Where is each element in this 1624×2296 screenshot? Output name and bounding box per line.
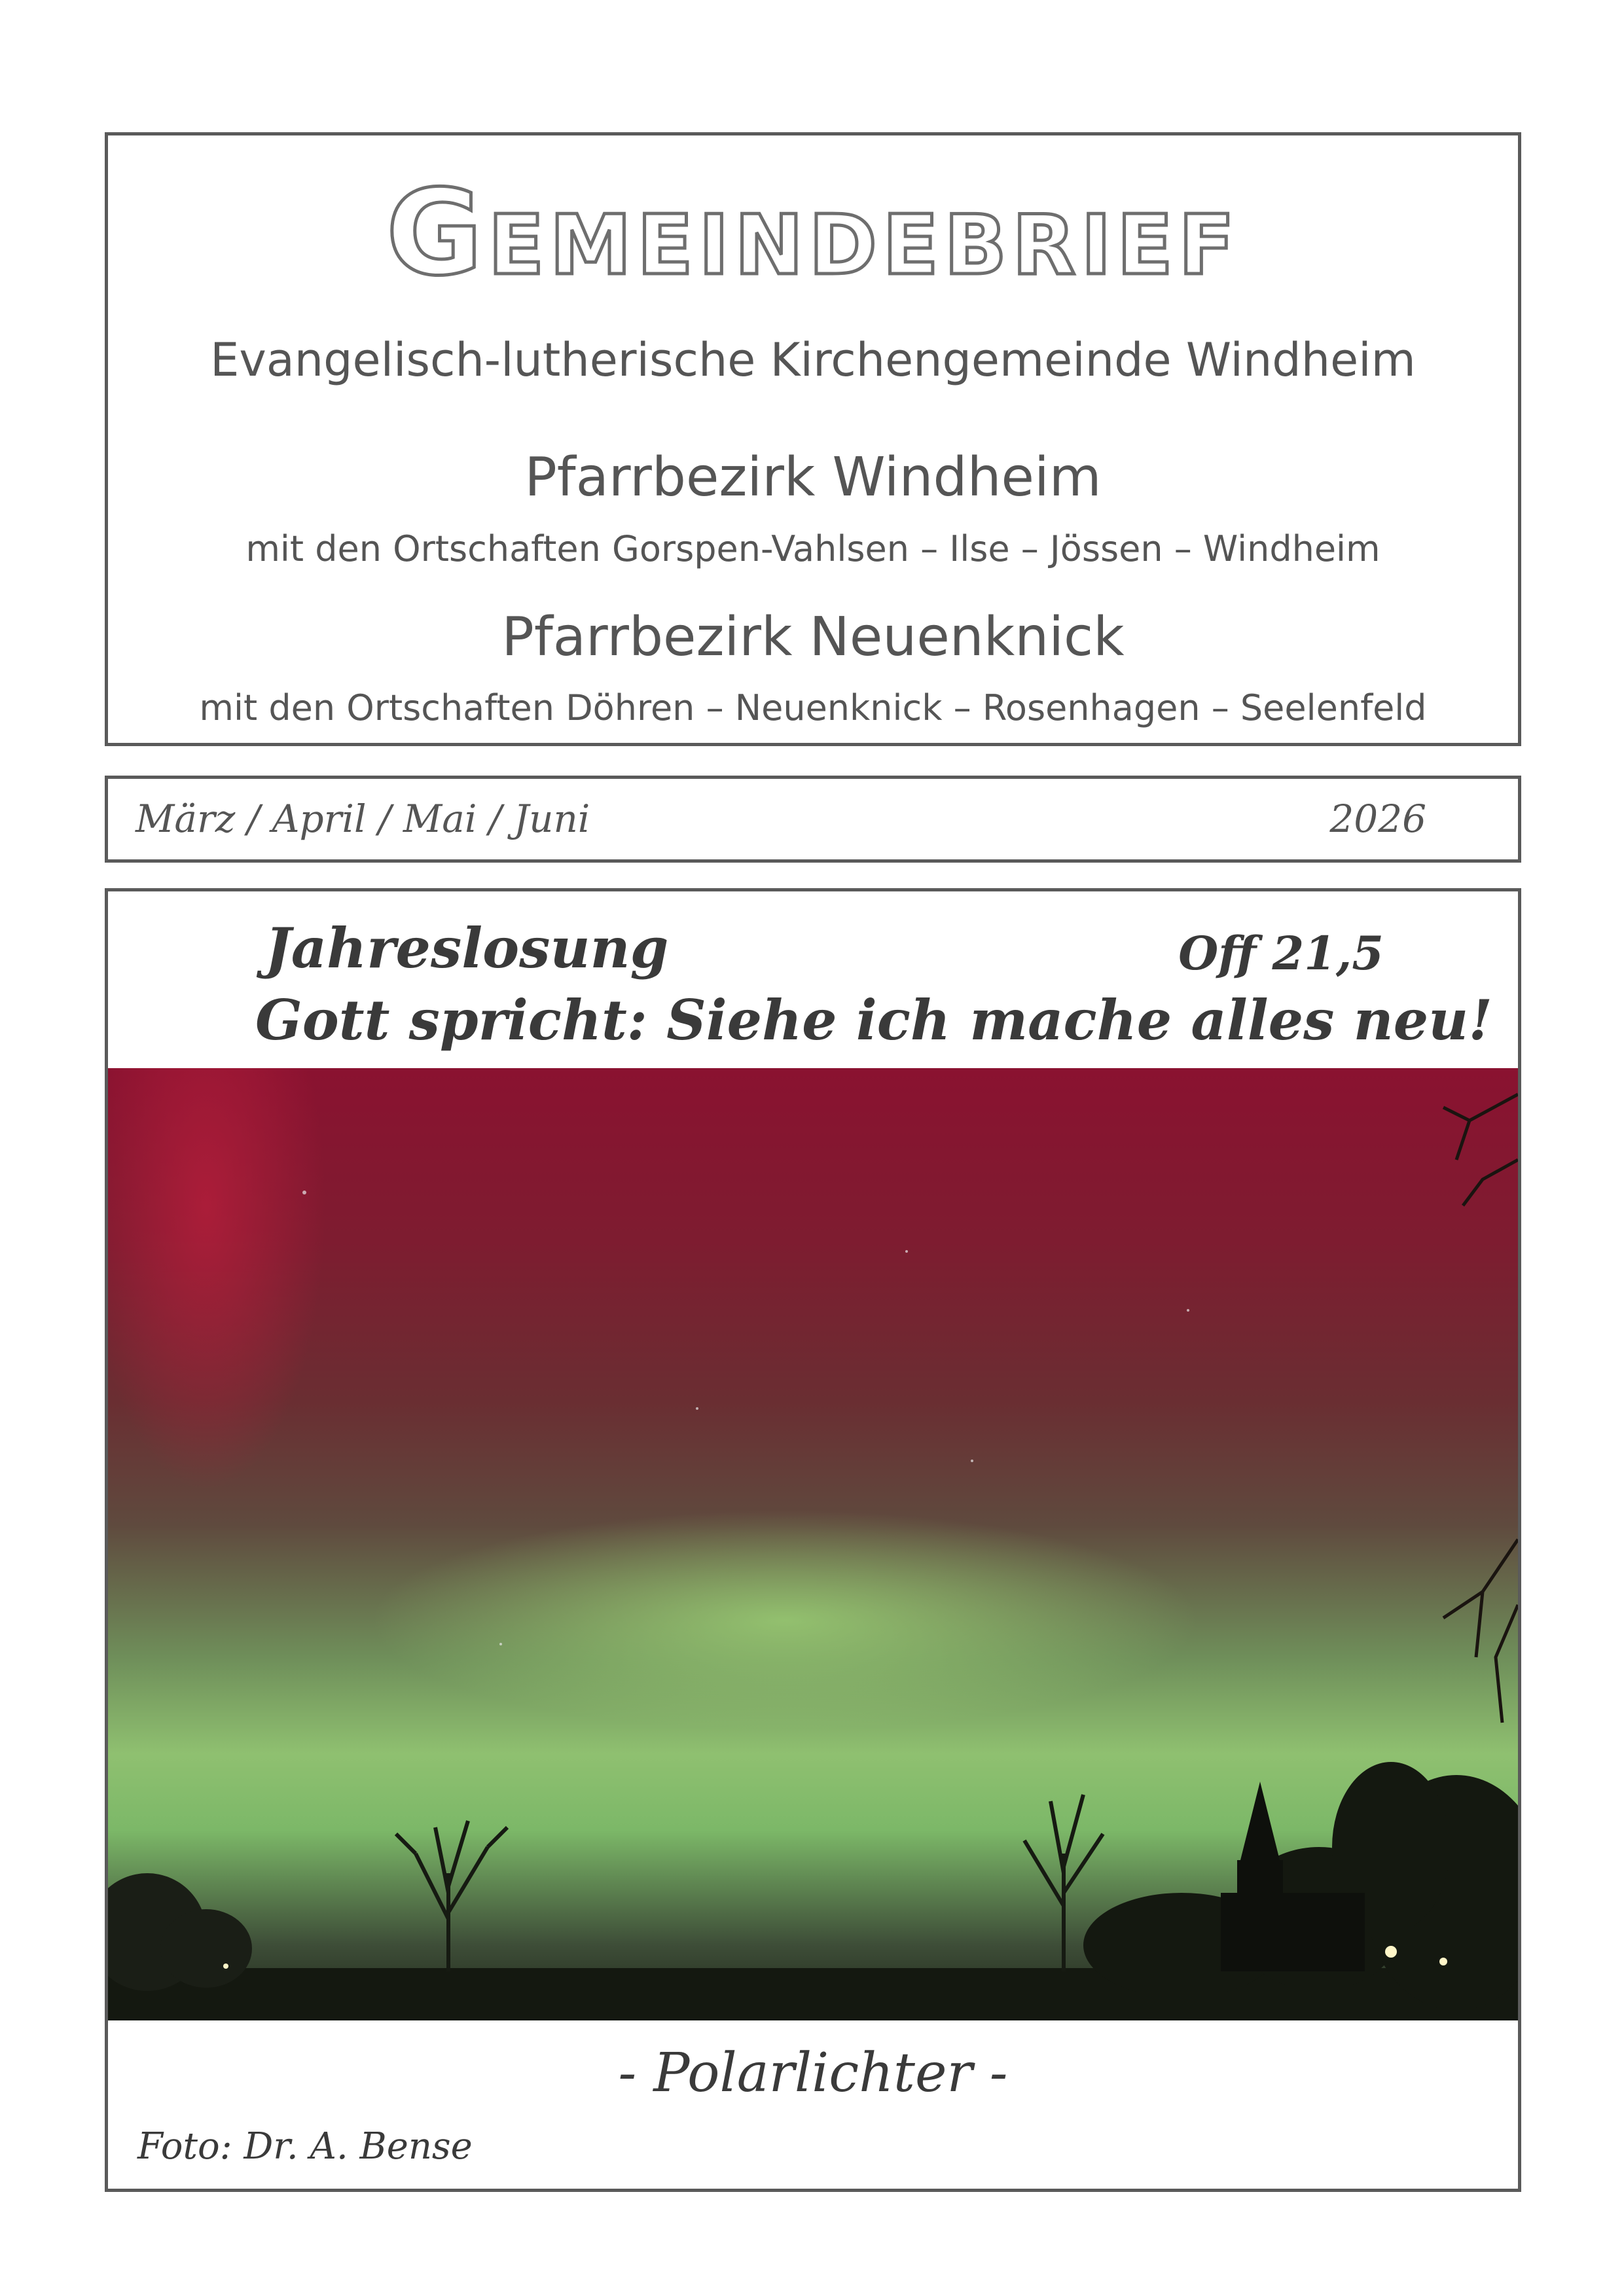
district-windheim-places: mit den Ortschaften Gorspen-Vahlsen – Ilse – Jössen – Windheim xyxy=(245,528,1380,569)
trees-left xyxy=(108,1873,252,1991)
issue-months: März / April / Mai / Juni xyxy=(135,797,590,841)
tree-branches-left xyxy=(396,1795,1103,1971)
cover-main-box xyxy=(105,888,1521,2192)
losung-label: Jahreslosung xyxy=(265,916,669,980)
issue-date-box xyxy=(105,776,1521,863)
district-neuenknick-places: mit den Ortschaften Döhren – Neuenknick – Rosenhagen – Seelenfeld xyxy=(199,687,1427,728)
district-neuenknick-title: Pfarrbezirk Neuenknick xyxy=(501,606,1125,668)
issue-year: 2026 xyxy=(1329,797,1426,841)
losung-text: Gott spricht: Siehe ich mache alles neu! xyxy=(255,988,1493,1052)
stars xyxy=(302,1191,1189,1645)
photo-caption: - Polarlichter - xyxy=(618,2042,1008,2104)
header-box xyxy=(105,132,1521,746)
newsletter-title: Gemeindebrief xyxy=(386,165,1240,302)
photo-credit: Foto: Dr. A. Bense xyxy=(137,2125,473,2168)
trees-right xyxy=(1083,1762,1518,2011)
parish-name: Evangelisch-lutherische Kirchengemeinde Windheim xyxy=(210,333,1416,387)
tree-branches-top-right xyxy=(1443,1094,1518,1723)
district-windheim-title: Pfarrbezirk Windheim xyxy=(524,446,1102,509)
losung-reference: Off 21,5 xyxy=(1178,926,1384,980)
aurora-photo xyxy=(108,1068,1518,2020)
treeline-silhouette xyxy=(108,1068,1518,2020)
